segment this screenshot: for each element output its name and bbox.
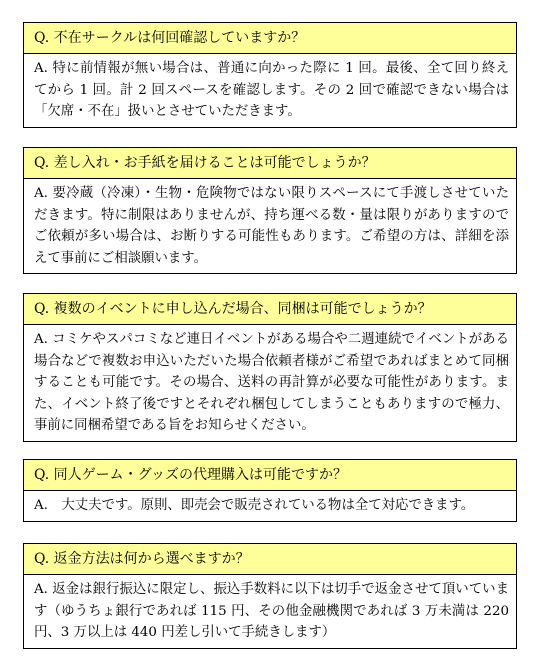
faq-item bbox=[23, 293, 517, 442]
faq-answer: A. 返金は銀行振込に限定し、振込手数料に以下は切手で返金させて頂いています（ゆうちょ銀行であれば 115 円、その他金融機関であれば 3 万未満は 220 円、3 万以上は 440 円差し引いて手続きします） bbox=[24, 575, 516, 648]
faq-question: Q. 返金方法は何から選べますか？ bbox=[24, 544, 516, 575]
faq-item bbox=[23, 543, 517, 649]
faq-answer: A. 要冷蔵（冷凍）・生物・危険物ではない限りスペースにて手渡しさせていただきます。特に制限はありませんが、持ち運べる数・量は限りがありますのでご依頼が多い場合は、お断りする可能性もあります。ご希望の方は、詳細を添えて事前にご相談願います。 bbox=[24, 179, 516, 273]
faq-question: Q. 差し入れ・お手紙を届けることは可能でしょうか？ bbox=[24, 148, 516, 179]
faq-answer: A. 大丈夫です。原則、即売会で販売されている物は全て対応できます。 bbox=[24, 491, 516, 521]
faq-question: Q. 同人ゲーム・グッズの代理購入は可能ですか？ bbox=[24, 460, 516, 491]
faq-item bbox=[23, 147, 517, 274]
faq-answer: A. コミケやスパコミなど連日イベントがある場合や二週連続でイベントがある場合などで複数お申込いただいた場合依頼者様がご希望であればまとめて同梱することも可能です。その場合、送料の再計算が必要な可能性があります。また、イベント終了後ですとそれぞれ梱包してしまうこともありますので極力、事前に同梱希望である旨をお知らせください。 bbox=[24, 325, 516, 441]
faq-item bbox=[23, 459, 517, 522]
faq-answer: A. 特に前情報が無い場合は、普通に向かった際に 1 回。最後、全て回り終えてから 1 回。計 2 回スペースを確認します。その 2 回で確認できない場合は「欠席・不在」扱いとさせていただきます。 bbox=[24, 54, 516, 127]
faq-question: Q. 複数のイベントに申し込んだ場合、同梱は可能でしょうか？ bbox=[24, 294, 516, 325]
faq-item bbox=[23, 22, 517, 128]
faq-question: Q. 不在サークルは何回確認していますか？ bbox=[24, 23, 516, 54]
